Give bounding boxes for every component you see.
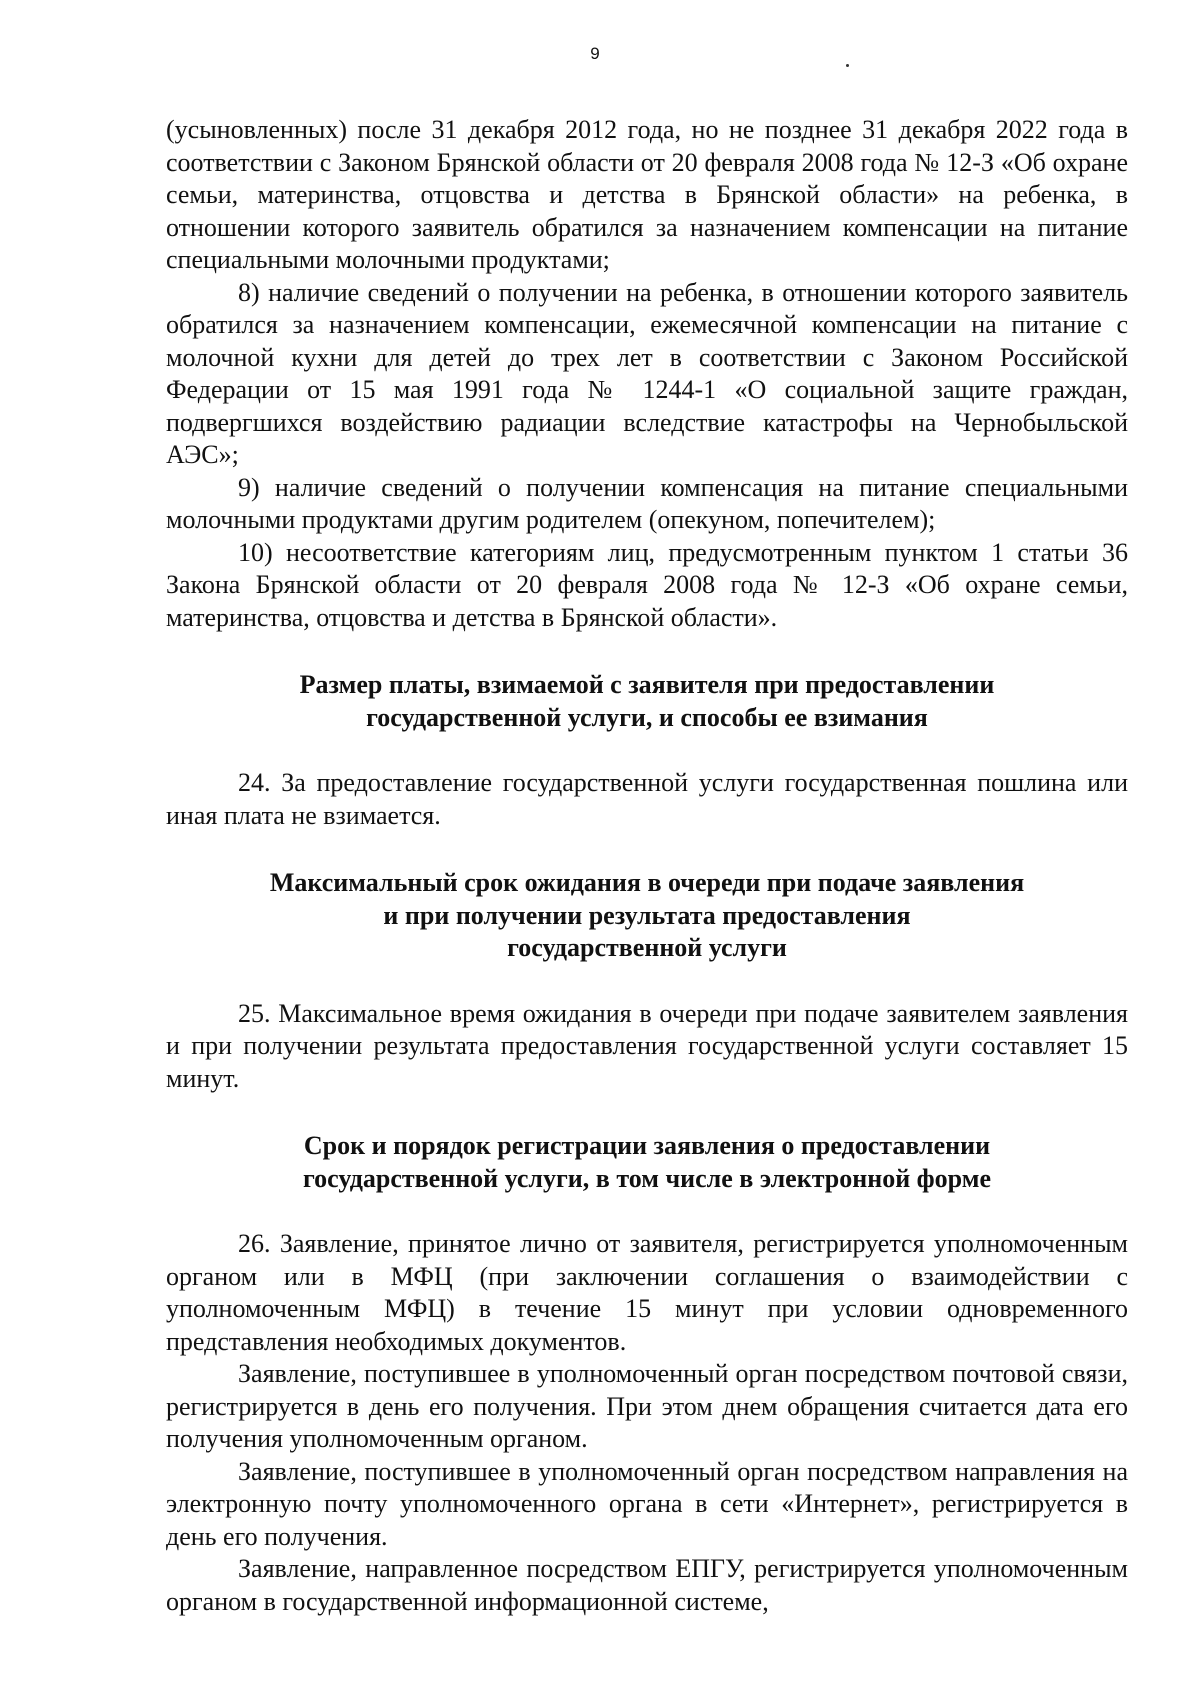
scan-artifact-dot <box>846 64 849 67</box>
paragraph-email: Заявление, поступившее в уполномоченный орган посредством направления на электронную почту уполномоченного органа в сети «Интернет», регистрируется в день его получения. <box>166 1456 1128 1551</box>
paragraph-postal: Заявление, поступившее в уполномоченный орган посредством почтовой связи, регистрируется в день его получения. При этом днем обращения считается дата его получения уполномоченным органом. <box>166 1359 1128 1453</box>
paragraph-26: 26. Заявление, принятое лично от заявителя, регистрируется уполномоченным органом или в МФЦ (при заключении соглашения о взаимодействии с уполномоченным МФЦ) в течение 15 минут при условии одновременного представления необходимых документов. <box>166 1229 1128 1356</box>
heading-line: государственной услуги, в том числе в электронной форме <box>303 1163 991 1193</box>
paragraph-24: 24. За предоставление государственной услуги государственная пошлина или иная плата не взимается. <box>166 768 1128 830</box>
heading-line: государственной услуги <box>507 933 787 962</box>
page-number: 9 <box>590 44 600 63</box>
heading-line: Размер платы, взимаемой с заявителя при предоставлении <box>299 670 995 699</box>
heading-line: Максимальный срок ожидания в очереди при подаче заявления <box>269 868 1025 897</box>
document-body <box>166 114 1128 1618</box>
paragraph-continuation: (усыновленных) после 31 декабря 2012 года, но не позднее 31 декабря 2022 года в соответствии с Законом Брянской области от 20 февраля 2008 года № 12-З «Об охране семьи, материнства, отцовства и детства в Брянской области» на ребенка, в отношении которого заявитель обратился за назначением компенсации на питание специальными молочными продуктами; <box>166 115 1128 274</box>
paragraph-item-10: 10) несоответствие категориям лиц, предусмотренным пунктом 1 статьи 36 Закона Брянской области от 20 февраля 2008 года № 12-З «Об охране семьи, материнства, отцовства и детства в Брянской области». <box>166 537 1128 632</box>
paragraph-epgu: Заявление, направленное посредством ЕПГУ, регистрируется уполномоченным органом в государственной информационной системе, <box>166 1554 1128 1616</box>
heading-line: государственной услуги, и способы ее взимания <box>366 702 928 732</box>
heading-line: Срок и порядок регистрации заявления о предоставлении <box>303 1131 991 1160</box>
paragraph-25: 25. Максимальное время ожидания в очереди при подаче заявителем заявления и при получении результата предоставления государственной услуги составляет 15 минут. <box>166 998 1128 1093</box>
heading-line: и при получении результата предоставления <box>383 900 911 930</box>
section-heading-registration <box>166 1130 1128 1195</box>
section-heading-fee <box>166 669 1128 734</box>
section-heading-wait <box>166 867 1128 965</box>
paragraph-item-8: 8) наличие сведений о получении на ребенка, в отношении которого заявитель обратился за назначением компенсации, ежемесячной компенсации на питание с молочной кухни для детей до трех лет в соответствии с Законом Российской Федерации от 15 мая 1991 года № 1244-1 «О социальной защите граждан, подвергшихся воздействию радиации вследствие катастрофы на Чернобыльской АЭС»; <box>166 277 1128 469</box>
paragraph-item-9: 9) наличие сведений о получении компенсация на питание специальными молочными продуктами другим родителем (опекуном, попечителем); <box>166 472 1128 534</box>
